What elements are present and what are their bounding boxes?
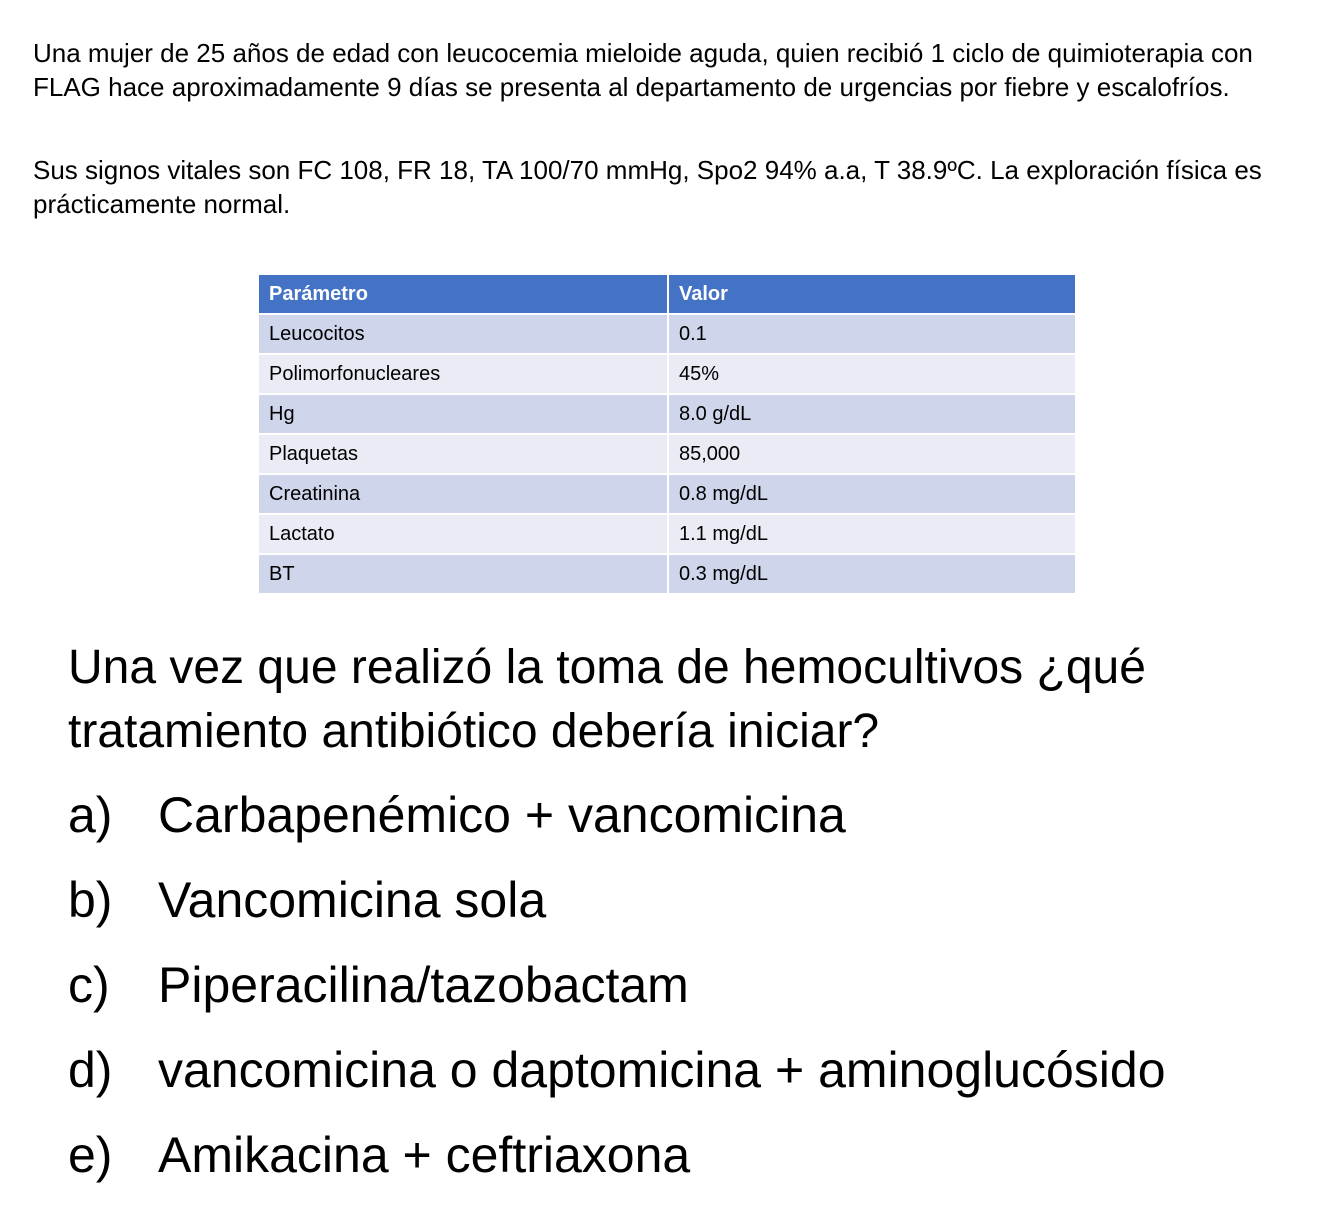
value-cell: 0.3 mg/dL — [668, 554, 1076, 594]
table-row — [258, 474, 1076, 514]
param-cell: Polimorfonucleares — [258, 354, 668, 394]
option-a — [68, 782, 1166, 867]
option-text: vancomicina o daptomicina + aminoglucósido — [158, 1042, 1166, 1098]
header-parametro: Parámetro — [258, 274, 668, 314]
param-cell: Creatinina — [258, 474, 668, 514]
param-cell: Lactato — [258, 514, 668, 554]
value-cell: 0.1 — [668, 314, 1076, 354]
param-cell: BT — [258, 554, 668, 594]
case-paragraph-vitals: Sus signos vitales son FC 108, FR 18, TA 100/70 mmHg, Spo2 94% a.a, T 38.9ºC. La exploración física es prácticamente normal. — [33, 155, 1262, 219]
option-c — [68, 952, 1166, 1037]
option-letter: d) — [68, 1042, 113, 1098]
option-letter: e) — [68, 1127, 113, 1183]
value-cell: 0.8 mg/dL — [668, 474, 1076, 514]
table-row — [258, 554, 1076, 594]
table-row — [258, 514, 1076, 554]
option-text: Carbapenémico + vancomicina — [158, 787, 846, 843]
table-header-row — [258, 274, 1076, 314]
option-letter: a) — [68, 787, 113, 843]
case-paragraph-presentation: Una mujer de 25 años de edad con leucocemia mieloide aguda, quien recibió 1 ciclo de quimioterapia con FLAG hace aproximadamente 9 días se presenta al departamento de urgencias por fiebre y escalofríos. — [33, 38, 1253, 102]
param-cell: Leucocitos — [258, 314, 668, 354]
lab-results-table — [257, 273, 1077, 595]
option-d — [68, 1037, 1166, 1122]
option-text: Vancomicina sola — [158, 872, 547, 928]
table-row — [258, 314, 1076, 354]
question-text: Una vez que realizó la toma de hemocultivos ¿qué tratamiento antibiótico debería iniciar? — [68, 641, 1146, 758]
value-cell: 45% — [668, 354, 1076, 394]
value-cell: 85,000 — [668, 434, 1076, 474]
param-cell: Hg — [258, 394, 668, 434]
table-row — [258, 354, 1076, 394]
value-cell: 8.0 g/dL — [668, 394, 1076, 434]
option-b — [68, 867, 1166, 952]
table-row — [258, 394, 1076, 434]
table-row — [258, 434, 1076, 474]
option-text: Piperacilina/tazobactam — [158, 957, 689, 1013]
value-cell: 1.1 mg/dL — [668, 514, 1076, 554]
param-cell: Plaquetas — [258, 434, 668, 474]
answer-options — [68, 782, 1166, 1207]
option-letter: c) — [68, 957, 110, 1013]
option-letter: b) — [68, 872, 113, 928]
option-e — [68, 1122, 1166, 1207]
option-text: Amikacina + ceftriaxona — [158, 1127, 691, 1183]
header-valor: Valor — [668, 274, 1076, 314]
